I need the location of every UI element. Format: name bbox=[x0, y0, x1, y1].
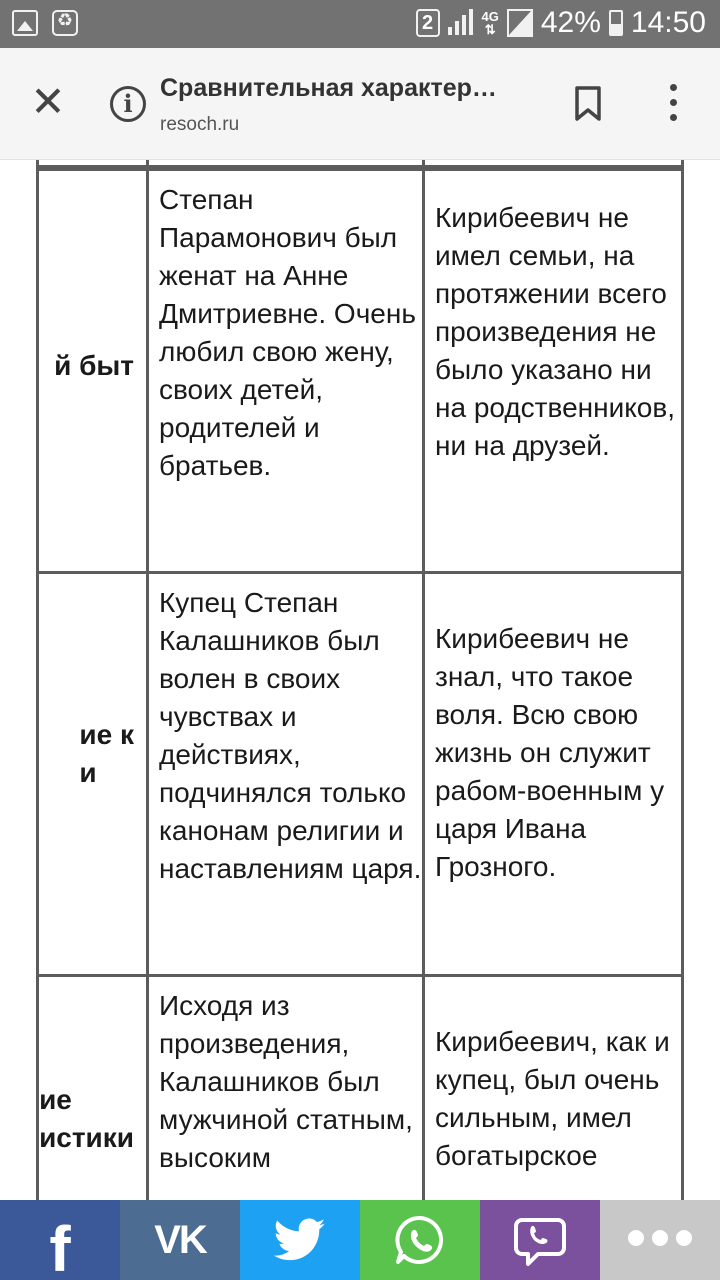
cell-text: Купец Степан Калашников был волен в своих чувствах и действиях, подчинялся только канонам религии и наставлениям царя. bbox=[159, 587, 422, 884]
signal-strength-icon bbox=[507, 9, 533, 37]
table-cell bbox=[422, 574, 684, 974]
table-cell bbox=[146, 977, 424, 1200]
cell-text: Кирибеевич, как и купец, был очень сильным, имел богатырское bbox=[435, 1026, 670, 1171]
cell-text: Степан Парамонович был женат на Анне Дмитриевне. Очень любил свою жену, своих детей, родителей и братьев. bbox=[159, 184, 416, 481]
page-title: Сравнительная характер… bbox=[160, 74, 497, 102]
twitter-share-button[interactable] bbox=[240, 1200, 360, 1280]
viber-icon bbox=[510, 1210, 570, 1270]
row-label: ие истики bbox=[39, 1084, 134, 1153]
table-cell bbox=[146, 160, 424, 165]
page-domain: resoch.ru bbox=[160, 114, 240, 135]
status-bar bbox=[0, 0, 720, 48]
row-label-cell bbox=[36, 171, 146, 571]
vk-share-button[interactable] bbox=[120, 1200, 240, 1280]
row-label-cell bbox=[36, 977, 146, 1200]
vk-icon: VK bbox=[154, 1217, 206, 1262]
recycle-notification-icon bbox=[52, 10, 78, 36]
table-row bbox=[36, 571, 684, 977]
table-cell bbox=[36, 160, 146, 165]
network-type: 4G ⇅ bbox=[481, 9, 499, 37]
browser-header bbox=[0, 48, 720, 160]
more-dots-icon bbox=[624, 1230, 696, 1251]
close-icon[interactable]: ✕ bbox=[30, 77, 66, 126]
row-label: ие к и bbox=[79, 719, 134, 788]
table-cell bbox=[422, 160, 684, 165]
bookmark-icon[interactable] bbox=[574, 86, 602, 122]
viber-share-button[interactable] bbox=[480, 1200, 600, 1280]
table-cell bbox=[422, 171, 684, 571]
clock: 14:50 bbox=[630, 6, 706, 39]
row-label-cell bbox=[36, 574, 146, 974]
share-bar bbox=[0, 1200, 720, 1280]
table-row bbox=[36, 160, 684, 168]
sim-badge: 2 bbox=[416, 9, 440, 37]
more-share-button[interactable] bbox=[600, 1200, 720, 1280]
table-cell bbox=[146, 574, 424, 974]
battery-percent: 42% bbox=[540, 6, 601, 39]
whatsapp-icon bbox=[392, 1212, 448, 1268]
facebook-share-button[interactable] bbox=[0, 1200, 120, 1280]
whatsapp-share-button[interactable] bbox=[360, 1200, 480, 1280]
info-icon[interactable]: i bbox=[110, 86, 146, 122]
table-cell bbox=[146, 171, 424, 571]
battery-icon bbox=[609, 10, 623, 36]
page-content bbox=[0, 160, 720, 1200]
cell-text: Кирибеевич не имел семьи, на протяжении всего произведения не было указано ни на родственников, ни на друзей. bbox=[435, 202, 675, 461]
facebook-icon: f bbox=[49, 1213, 71, 1280]
cell-text: Кирибеевич не знал, что такое воля. Всю свою жизнь он служит рабом-военным у царя Ивана Грозного. bbox=[435, 623, 665, 882]
cell-text: Исходя из произведения, Калашников был мужчиной статным, высоким bbox=[159, 990, 413, 1173]
signal-icon bbox=[448, 9, 474, 37]
row-label: й быт bbox=[54, 350, 134, 381]
overflow-menu-icon[interactable] bbox=[662, 84, 686, 124]
table-row bbox=[36, 168, 684, 574]
twitter-icon bbox=[274, 1218, 326, 1262]
table-row bbox=[36, 974, 684, 1200]
table-cell bbox=[422, 977, 684, 1200]
gallery-notification-icon bbox=[12, 10, 38, 36]
